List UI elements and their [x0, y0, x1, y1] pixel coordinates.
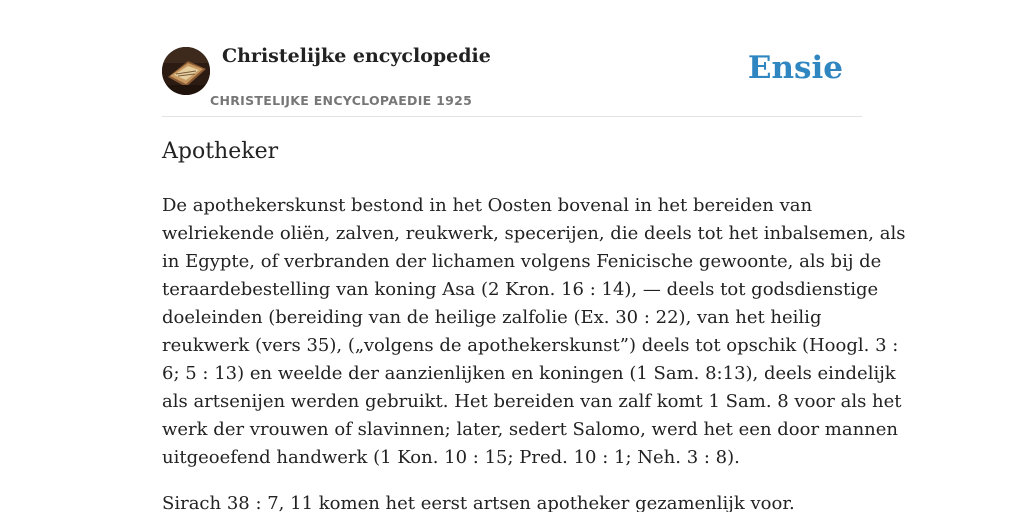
paragraph-line: De apothekerskunst bestond in het Oosten bovenal in het bereiden van [162, 195, 813, 216]
article-paragraph [162, 490, 862, 512]
paragraph-line: werk der vrouwen of slavinnen; later, sedert Salomo, werd het een door mannen [162, 419, 899, 440]
paragraph-line: 6; 5 : 13) en weelde der aanzienlijken en koningen (1 Sam. 8:13), deels eindelijk [162, 363, 896, 384]
paragraph-line: doeleinden (bereiding van de heilige zalfolie (Ex. 30 : 22), van het heilig [162, 307, 822, 328]
source-subtitle: CHRISTELIJKE ENCYCLOPAEDIE 1925 [210, 93, 473, 108]
paragraph-line: in Egypte, of verbranden der lichamen volgens Fenicische gewoonte, als bij de [162, 251, 882, 272]
paragraph-line: Sirach 38 : 7, 11 komen het eerst artsen apotheker gezamenlijk voor. [162, 493, 795, 512]
article-paragraph [162, 192, 906, 472]
source-avatar[interactable] [162, 47, 210, 95]
article-title: Apotheker [162, 139, 279, 164]
paragraph-line: als artsenijen werden gebruikt. Het bereiden van zalf komt 1 Sam. 8 voor als het [162, 391, 902, 412]
source-title[interactable]: Christelijke encyclopedie [222, 45, 491, 67]
paragraph-line: reukwerk (vers 35), („volgens de apothekerskunst”) deels tot opschik (Hoogl. 3 : [162, 335, 899, 356]
article-body [162, 192, 906, 512]
source-header [162, 0, 862, 117]
book-image-icon [162, 47, 210, 95]
paragraph-line: welriekende oliën, zalven, reukwerk, specerijen, die deels tot het inbalsemen, als [162, 223, 906, 244]
brand-logo[interactable]: Ensie [747, 50, 843, 86]
paragraph-line: uitgeoefend handwerk (1 Kon. 10 : 15; Pred. 10 : 1; Neh. 3 : 8). [162, 447, 740, 468]
paragraph-line: teraardebestelling van koning Asa (2 Kron. 16 : 14), — deels tot godsdienstige [162, 279, 879, 300]
